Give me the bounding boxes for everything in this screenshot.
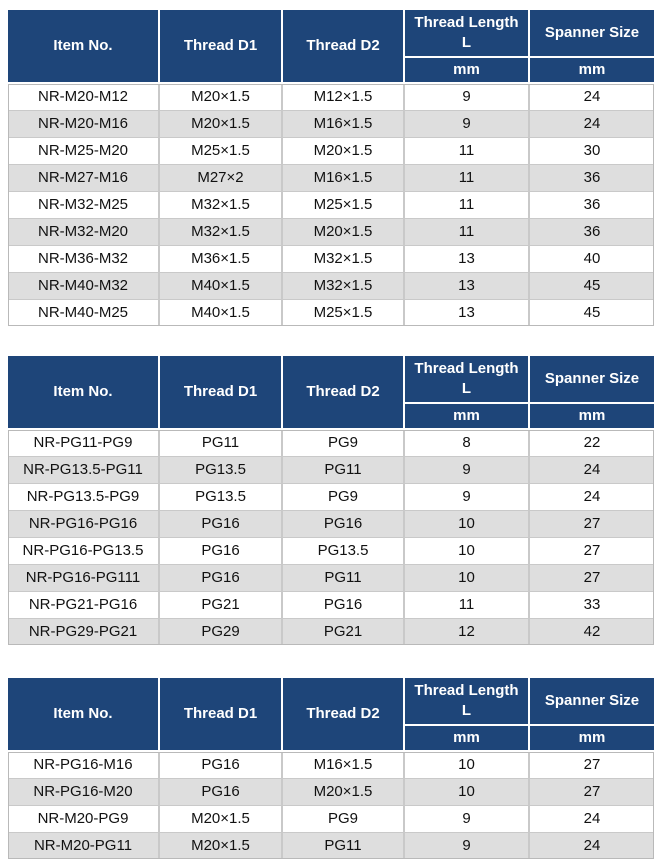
thread-length-cell: 11 — [458, 169, 475, 186]
thread-d2-cell: M20×1.5 — [313, 223, 373, 240]
header-thread-length-label: Thread Length — [414, 360, 519, 377]
thread-length-cell: 9 — [462, 461, 471, 478]
thread-length-cell: 11 — [458, 223, 475, 240]
column-divider — [281, 84, 283, 326]
thread-d2-cell: M32×1.5 — [313, 250, 373, 267]
table-row — [8, 833, 654, 859]
thread-length-cell: 11 — [458, 196, 475, 213]
column-divider — [528, 430, 530, 645]
spanner-size-cell: 24 — [583, 88, 601, 105]
header-spanner-size-unit: mm — [530, 58, 654, 82]
spanner-size-cell: 24 — [583, 461, 601, 478]
header-item-no: Item No. — [8, 10, 158, 82]
header-spanner-size: Spanner Size — [530, 356, 654, 402]
thread-d1-cell: M40×1.5 — [191, 304, 250, 321]
thread-d1-cell: PG16 — [201, 783, 240, 800]
header-thread-length — [405, 356, 528, 402]
thread-d1-cell: M32×1.5 — [191, 196, 250, 213]
header-thread-length-symbol: L — [461, 34, 472, 51]
table-row — [8, 565, 654, 591]
table-row — [8, 273, 654, 299]
thread-length-cell: 10 — [458, 783, 475, 800]
spanner-size-cell: 30 — [583, 142, 601, 159]
thread-d2-cell: M32×1.5 — [313, 277, 373, 294]
column-divider — [158, 430, 160, 645]
item-no-cell: NR-M20-PG11 — [33, 837, 133, 854]
column-divider — [158, 84, 160, 326]
thread-length-cell: 9 — [462, 488, 471, 505]
thread-d1-cell: PG11 — [201, 434, 240, 451]
thread-d1-cell: M20×1.5 — [191, 810, 250, 827]
table-header — [8, 678, 654, 750]
spec-table-1 — [8, 10, 654, 327]
thread-d2-cell: PG16 — [323, 515, 363, 532]
column-divider — [528, 752, 530, 859]
spanner-size-cell: 27 — [583, 542, 601, 559]
thread-d1-cell: M20×1.5 — [191, 115, 250, 132]
thread-length-cell: 12 — [458, 623, 475, 640]
item-no-cell: NR-M25-M20 — [37, 142, 128, 159]
thread-d1-cell: M27×2 — [197, 169, 244, 186]
thread-d2-cell: PG16 — [323, 596, 363, 613]
header-thread-length-unit: mm — [405, 404, 528, 428]
thread-length-cell: 9 — [462, 837, 471, 854]
thread-d2-cell: PG11 — [324, 569, 362, 586]
header-spanner-size-unit: mm — [530, 726, 654, 750]
header-thread-d2: Thread D2 — [283, 10, 403, 82]
thread-length-cell: 10 — [458, 542, 475, 559]
thread-d2-cell: M20×1.5 — [313, 783, 373, 800]
item-no-cell: NR-M32-M20 — [37, 223, 128, 240]
thread-d1-cell: M40×1.5 — [191, 277, 250, 294]
column-divider — [528, 84, 530, 326]
thread-d1-cell: PG29 — [201, 623, 240, 640]
thread-d2-cell: M20×1.5 — [313, 142, 373, 159]
item-no-cell: NR-PG16-PG16 — [28, 515, 138, 532]
thread-length-cell: 13 — [458, 277, 475, 294]
thread-d1-cell: M20×1.5 — [191, 88, 250, 105]
thread-d1-cell: PG13.5 — [195, 461, 246, 478]
header-thread-length — [405, 678, 528, 724]
header-spanner-size-unit: mm — [530, 404, 654, 428]
spanner-size-cell: 24 — [583, 810, 601, 827]
thread-length-cell: 13 — [458, 304, 475, 321]
table-row — [8, 592, 654, 618]
thread-d1-cell: PG16 — [201, 515, 240, 532]
spanner-size-cell: 22 — [583, 434, 601, 451]
column-divider — [281, 752, 283, 859]
thread-length-cell: 13 — [458, 250, 475, 267]
spanner-size-cell: 36 — [583, 169, 601, 186]
table-row — [8, 430, 654, 456]
header-thread-d1: Thread D1 — [160, 678, 281, 750]
spanner-size-cell: 27 — [583, 515, 601, 532]
thread-length-cell: 10 — [458, 569, 475, 586]
table-row — [8, 111, 654, 137]
spanner-size-cell: 27 — [583, 783, 601, 800]
item-no-cell: NR-PG16-PG13.5 — [22, 542, 144, 559]
spanner-size-cell: 36 — [583, 223, 601, 240]
item-no-cell: NR-M20-M12 — [37, 88, 128, 105]
thread-length-cell: 11 — [458, 596, 475, 613]
item-no-cell: NR-M40-M25 — [37, 304, 128, 321]
item-no-cell: NR-M20-M16 — [37, 115, 128, 132]
table-row — [8, 165, 654, 191]
thread-d2-cell: PG9 — [327, 434, 358, 451]
item-no-cell: NR-PG16-M20 — [33, 783, 133, 800]
thread-d2-cell: M12×1.5 — [313, 88, 373, 105]
thread-d2-cell: M16×1.5 — [313, 756, 373, 773]
item-no-cell: NR-PG16-PG111 — [25, 569, 141, 586]
item-no-cell: NR-M32-M25 — [37, 196, 128, 213]
table-row — [8, 192, 654, 218]
header-thread-length-symbol: L — [461, 380, 472, 397]
thread-d2-cell: M25×1.5 — [313, 196, 373, 213]
spanner-size-cell: 36 — [583, 196, 601, 213]
table-row — [8, 619, 654, 645]
spanner-size-cell: 27 — [583, 569, 601, 586]
table-row — [8, 457, 654, 483]
thread-d2-cell: M16×1.5 — [313, 169, 373, 186]
thread-d1-cell: PG13.5 — [195, 488, 246, 505]
column-divider — [403, 752, 405, 859]
thread-d1-cell: PG21 — [201, 596, 240, 613]
thread-length-cell: 10 — [458, 756, 475, 773]
header-thread-length-symbol: L — [461, 702, 472, 719]
thread-d2-cell: PG13.5 — [317, 542, 369, 559]
item-no-cell: NR-PG29-PG21 — [28, 623, 138, 640]
column-divider — [158, 752, 160, 859]
spanner-size-cell: 24 — [583, 115, 601, 132]
table-row — [8, 806, 654, 832]
header-spanner-size: Spanner Size — [530, 10, 654, 56]
column-divider — [281, 430, 283, 645]
spanner-size-cell: 42 — [583, 623, 601, 640]
thread-d1-cell: PG16 — [201, 756, 240, 773]
spanner-size-cell: 40 — [583, 250, 601, 267]
table-row — [8, 484, 654, 510]
thread-d2-cell: PG11 — [324, 837, 362, 854]
spanner-size-cell: 24 — [583, 488, 601, 505]
header-thread-length — [405, 10, 528, 56]
thread-length-cell: 10 — [458, 515, 475, 532]
header-item-no: Item No. — [8, 678, 158, 750]
item-no-cell: NR-M36-M32 — [37, 250, 128, 267]
spanner-size-cell: 45 — [583, 277, 601, 294]
table-row — [8, 779, 654, 805]
spec-table-2 — [8, 356, 654, 646]
spec-table-3 — [8, 678, 654, 860]
thread-length-cell: 8 — [462, 434, 471, 451]
item-no-cell: NR-PG11-PG9 — [33, 434, 133, 451]
header-item-no: Item No. — [8, 356, 158, 428]
table-row — [8, 246, 654, 272]
thread-d2-cell: PG9 — [327, 810, 358, 827]
header-thread-d2: Thread D2 — [283, 678, 403, 750]
thread-d1-cell: PG16 — [201, 569, 240, 586]
column-divider — [403, 430, 405, 645]
thread-d2-cell: PG11 — [324, 461, 362, 478]
table-row — [8, 752, 654, 778]
item-no-cell: NR-M27-M16 — [37, 169, 128, 186]
spanner-size-cell: 45 — [583, 304, 601, 321]
thread-length-cell: 9 — [462, 115, 471, 132]
table-header — [8, 10, 654, 82]
spanner-size-cell: 24 — [583, 837, 601, 854]
item-no-cell: NR-PG13.5-PG9 — [26, 488, 140, 505]
header-spanner-size: Spanner Size — [530, 678, 654, 724]
table-row — [8, 300, 654, 326]
thread-d1-cell: PG16 — [201, 542, 240, 559]
header-thread-length-unit: mm — [405, 726, 528, 750]
thread-d1-cell: M32×1.5 — [191, 223, 250, 240]
spanner-size-cell: 33 — [583, 596, 601, 613]
item-no-cell: NR-M20-PG9 — [37, 810, 129, 827]
thread-d1-cell: M25×1.5 — [191, 142, 250, 159]
header-thread-length-unit: mm — [405, 58, 528, 82]
thread-d1-cell: M36×1.5 — [191, 250, 250, 267]
item-no-cell: NR-PG13.5-PG11 — [23, 461, 143, 478]
table-row — [8, 84, 654, 110]
table-row — [8, 538, 654, 564]
table-row — [8, 219, 654, 245]
header-thread-length-label: Thread Length — [414, 682, 519, 699]
thread-d2-cell: PG21 — [323, 623, 363, 640]
item-no-cell: NR-M40-M32 — [37, 277, 128, 294]
thread-length-cell: 9 — [462, 88, 471, 105]
table-row — [8, 138, 654, 164]
header-thread-d1: Thread D1 — [160, 356, 281, 428]
thread-length-cell: 11 — [458, 142, 475, 159]
spanner-size-cell: 27 — [583, 756, 601, 773]
thread-d2-cell: PG9 — [327, 488, 358, 505]
thread-d1-cell: M20×1.5 — [191, 837, 250, 854]
thread-d2-cell: M16×1.5 — [313, 115, 373, 132]
thread-d2-cell: M25×1.5 — [313, 304, 373, 321]
header-thread-d1: Thread D1 — [160, 10, 281, 82]
item-no-cell: NR-PG16-M16 — [33, 756, 133, 773]
thread-length-cell: 9 — [462, 810, 471, 827]
table-header — [8, 356, 654, 428]
header-thread-d2: Thread D2 — [283, 356, 403, 428]
header-thread-length-label: Thread Length — [414, 14, 519, 31]
table-row — [8, 511, 654, 537]
column-divider — [403, 84, 405, 326]
item-no-cell: NR-PG21-PG16 — [28, 596, 138, 613]
